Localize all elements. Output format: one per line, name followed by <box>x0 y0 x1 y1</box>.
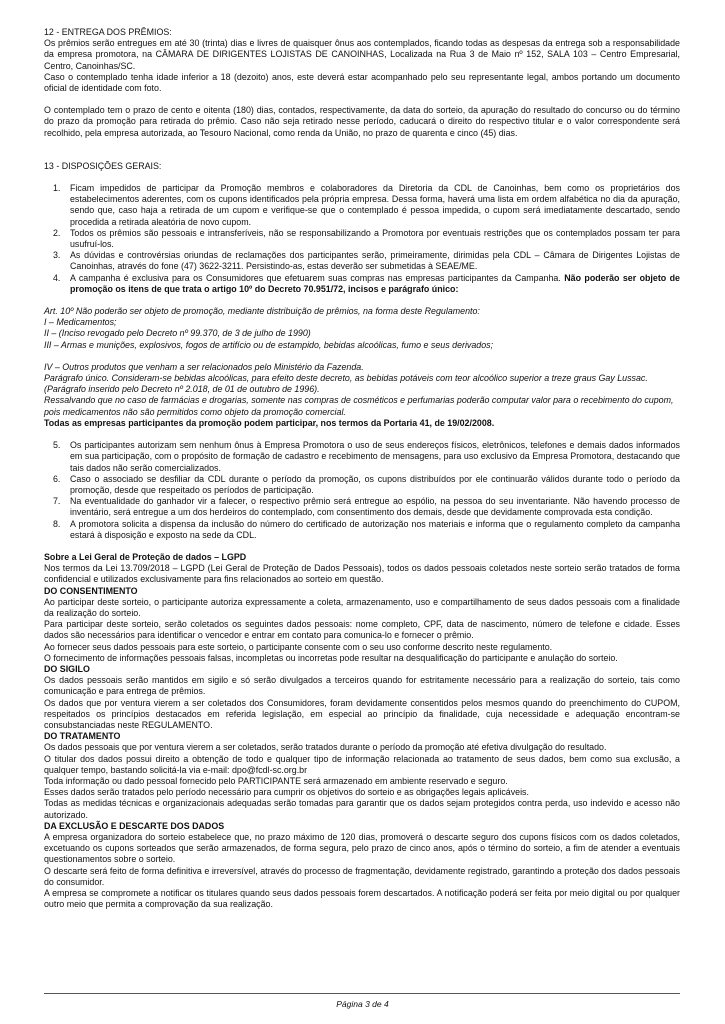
consent-paragraph: Ao fornecer seus dados pessoais para este sorteio, o participante consente com o seu uso conforme descrito neste regulamento. <box>44 641 553 652</box>
item-text: Caso o associado se desfiliar da CDL durante o período da promoção, os cupons distribuídos por ele continuarão válidos durante todo o período da promoção, desde que respeitado os períodos de participação. <box>70 473 680 495</box>
treatment-heading: DO TRATAMENTO <box>44 731 121 742</box>
list-item <box>44 228 680 250</box>
list-item <box>44 183 680 228</box>
decree-line: II – (Inciso revogado pelo Decreto nº 99.370, de 3 de julho de 1990) <box>44 328 311 339</box>
item-text: A campanha é exclusiva para os Consumidores que efetuarem suas compras nas empresas participantes da Campanha. <box>70 272 561 283</box>
document-body <box>44 27 680 910</box>
item-text: As dúvidas e controvérsias oriundas de reclamações dos participantes serão, primeiramente, dirimidas pela CDL – Câmara de Dirigentes Lojistas de Canoinhas, através do fone (47) 3622-3211. Persistindo-as, estas deverão ser submetidas à SEAE/ME. <box>70 250 680 272</box>
section-12-paragraph: Caso o contemplado tenha idade inferior a 18 (dezoito) anos, este deverá estar acompanhado pelo seu representante legal, ambos portando um documento oficial de identidade com foto. <box>44 71 680 94</box>
item-text: Os participantes autorizam sem nenhum ônus à Empresa Promotora o uso de seus endereços físicos, eletrônicos, telefones e demais dados informados em sua participação, com o propósito de formação de cadastro e recebimento de mensagens, para uso exclusivo da Empresa Promotora, destacando que tais dados não serão comercializados. <box>70 440 680 473</box>
consent-heading: DO CONSENTIMENTO <box>44 585 138 596</box>
list-item <box>44 496 680 518</box>
treatment-paragraph: Toda informação ou dado pessoal fornecido pelo PARTICIPANTE será armazenado em ambiente reservado e seguro. <box>44 775 508 786</box>
decree-line: Parágrafo único. Consideram-se bebidas alcoólicas, para efeito deste decreto, as bebidas potáveis com teor alcoólico superior a treze graus Gay Lussac. (Parágrafo inserido pelo Decreto nº 2.018, de 01 de outubro de 1996). <box>44 373 648 395</box>
portaria-note: Todas as empresas participantes da promoção podem participar, nos termos da Portaria 41, de 19/02/2008. <box>44 417 495 428</box>
item-text-bold: Não poderão ser objeto de promoção os itens de que trata o artigo 10º do Decreto 70.951/72, incisos e parágrafo único: <box>70 272 680 294</box>
treatment-paragraph: Os dados pessoais que por ventura vierem a ser coletados, serão tratados durante o período da promoção até efetiva divulgação do resultado. <box>44 742 607 753</box>
section-12-title: 12 - ENTREGA DOS PRÊMIOS: <box>44 27 172 37</box>
treatment-paragraph: Esses dados serão tratados pelo período necessário para cumprir os objetivos do sorteio e as obrigações legais aplicáveis. <box>44 787 529 798</box>
item-number: 4. <box>53 272 61 283</box>
item-text: Ficam impedidos de participar da Promoção membros e colaboradores da Diretoria da CDL de Canoinhas, bem como os proprietários dos estabelecimentos aderentes, com os cupons identificados pela própria empresa. Dessa forma, haverá uma lista em ordem alfabética no dia da apuração, sendo que, caso haja a retirada de um cupom e verifique-se que o contemplado é pessoa impedida, o cupom será imediatamente descartado, sendo procedida a retirada aleatória de novo cupom. <box>70 183 680 227</box>
decree-line: III – Armas e munições, explosivos, fogos de artifício ou de estampido, bebidas alcoólicas, fumo e seus derivados; <box>44 339 494 350</box>
list-item <box>44 474 680 496</box>
list-item <box>44 440 680 474</box>
section-13-title: 13 - DISPOSIÇÕES GERAIS: <box>44 160 162 171</box>
exclusion-paragraph: A empresa se compromete a notificar os titulares quando seus dados pessoais forem descartados. A notificação poderá ser feita por meio digital ou por qualquer outro meio que permita a comprovação da sua realização. <box>44 888 680 910</box>
item-number: 6. <box>53 473 61 484</box>
exclusion-paragraph: O descarte será feito de forma definitiva e irreversível, através do processo de fragmentação, devidamente registrado, garantindo a proteção dos dados pessoais do consumidor. <box>44 865 680 887</box>
footer-divider <box>44 993 680 994</box>
treatment-paragraph: Todas as medidas técnicas e organizacionais adequadas serão tomadas para garantir que os dados sejam protegidos contra perda, uso indevido e acesso não autorizado. <box>44 798 680 820</box>
item-number: 3. <box>53 250 61 261</box>
exclusion-paragraph: A empresa organizadora do sorteio estabelece que, no prazo máximo de 120 dias, promoverá o descarte seguro dos cupons físicos com os dados coletados, excetuando os cupons sorteados que serão armazenados, de forma segura, pelo prazo de cinco anos, após o término do sorteio, a fim de atender a eventuais questionamentos sobre o sorteio. <box>44 832 680 865</box>
item-number: 5. <box>53 440 61 451</box>
consent-paragraph: Para participar deste sorteio, serão coletados os seguintes dados pessoais: nome completo, CPF, data de nascimento, número de telefone e cidade. Esses dados são necessários para identificar o vencedor e entrar em contato para comunica-lo e fornecer o prêmio. <box>44 619 680 641</box>
list-item <box>44 519 680 541</box>
general-provisions-list-1 <box>44 183 680 295</box>
secrecy-paragraph: Os dados pessoais serão mantidos em sigilo e só serão divulgados a terceiros quando for estritamente necessário para a realização do sorteio, tais como comunicação e para entrega de prêmios. <box>44 675 680 697</box>
consent-paragraph: Ao participar deste sorteio, o participante autoriza expressamente a coleta, armazenamento, uso e compartilhamento de seus dados pessoais com a finalidade da realização do sorteio. <box>44 596 680 618</box>
lgpd-title: Sobre a Lei Geral de Proteção de dados – LGPD <box>44 551 247 562</box>
list-item <box>44 250 680 272</box>
consent-paragraph: O fornecimento de informações pessoais falsas, incompletas ou incorretas pode resultar na desqualificação do participante e anulação do sorteio. <box>44 652 618 663</box>
item-text: A promotora solicita a dispensa da inclusão do número do certificado de autorização nos materiais e informa que o regulamento completo da campanha estará à disposição e exposto na sede da CDL. <box>70 518 680 540</box>
lgpd-intro: Nos termos da Lei 13.709/2018 – LGPD (Lei Geral de Proteção de Dados Pessoais), todos os dados pessoais coletados neste sorteio serão tratados de forma confidencial e utilizados exclusivamente para fins relacionados ao sorteio em questão. <box>44 563 680 585</box>
item-text: Todos os prêmios são pessoais e intransferíveis, não se responsabilizando a Promotora por eventuais restrições que os contemplados possam ter para usufruí-los. <box>70 227 680 250</box>
decree-line: Art. 10º Não poderão ser objeto de promoção, mediante distribuição de prêmios, na forma deste Regulamento: <box>44 306 480 317</box>
decree-line: I – Medicamentos; <box>44 317 117 328</box>
exclusion-heading: DA EXCLUSÃO E DESCARTE DOS DADOS <box>44 820 225 831</box>
list-item <box>44 273 680 295</box>
item-number: 7. <box>53 496 61 507</box>
page-number: Página 3 de 4 <box>336 999 389 1009</box>
item-number: 1. <box>53 183 61 194</box>
section-12-paragraph: O contemplado tem o prazo de cento e oitenta (180) dias, contados, respectivamente, da data do sorteio, da apuração do resultado do concurso ou do término do prazo da promoção para retirada do prêmio. Caso não seja retirado nesse período, caducará o direito do respectivo titular e o valor correspondente será recolhido, pela empresa autorizada, ao Tesouro Nacional, como renda da União, no prazo de quarenta e cinco (45) dias. <box>44 105 680 138</box>
item-number: 8. <box>53 518 61 529</box>
decree-line: Ressalvando que no caso de farmácias e drogarias, somente nas compras de cosméticos e perfumarias poderão computar valor para o recebimento do cupom, pois medicamentos não são permitidos como objeto da promoção comercial. <box>44 395 674 417</box>
treatment-paragraph: O titular dos dados possui direito a obtenção de todo e qualquer tipo de informação relacionada ao tratamento de seus dados, bem como sua exclusão, a qualquer tempo, bastando solicitá-la via e-mail: dpo@fcdl-sc.org.br <box>44 753 680 775</box>
section-12-paragraph: Os prêmios serão entregues em até 30 (trinta) dias e livres de quaisquer ônus aos contemplados, ficando todas as despesas da entrega sob a responsabilidade da empresa promotora, na CÂMARA DE DIRIGENTES LOJISTAS DE CANOINHAS, Localizada na Rua 3 de Maio nº 152, SALA 103 – Centro Empresarial, Centro, Canoinhas/SC. <box>44 38 680 71</box>
item-text: Na eventualidade do ganhador vir a falecer, o respectivo prêmio será entregue ao espólio, na pessoa do seu inventariante. Não havendo processo de inventário, será entregue a um dos herdeiros do contemplado, com consentimento dos demais, desde que devidamente comprovada esta condição. <box>70 496 680 518</box>
item-number: 2. <box>53 227 61 238</box>
general-provisions-list-2 <box>44 440 680 541</box>
secrecy-heading: DO SIGILO <box>44 663 90 674</box>
decree-line: IV – Outros produtos que venham a ser relacionados pelo Ministério da Fazenda. <box>44 361 364 372</box>
secrecy-paragraph: Os dados que por ventura vierem a ser coletados dos Consumidores, foram devidamente consentidos pelos mesmos quando do preenchimento do CUPOM, respeitados os princípios destacados em referida legislação, em especial ao princípio da finalidade, cuja necessidade e adequação encontram-se consubstanciadas neste REGULAMENTO. <box>44 697 680 730</box>
